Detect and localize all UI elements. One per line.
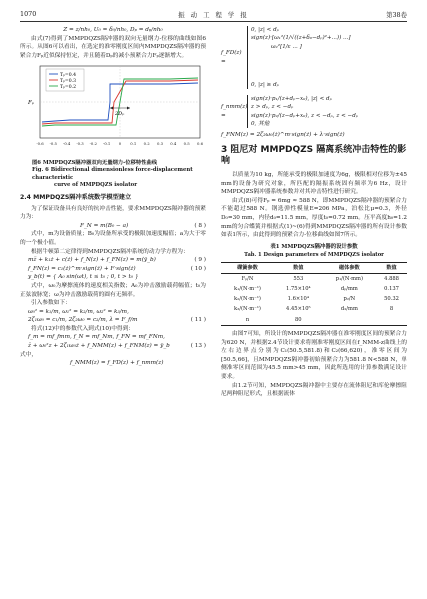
table-cell: Fₚ/N: [241, 275, 254, 282]
paragraph: 式中，: [20, 351, 38, 358]
table-row: [221, 284, 407, 294]
design-parameters-table: [221, 262, 407, 326]
equation-case: ω₂²[1/ε ... ]: [271, 43, 302, 50]
caption-en: Fig. 6 Bidirectional dimensionless force-displacement characteristic: [32, 167, 193, 181]
table-cell: k₂/(N·m⁻¹): [234, 296, 261, 303]
section-heading: 3 阻尼对 MMPDQZS 隔离系统冲击特性的影响: [221, 144, 407, 166]
x-tick: 0.6: [196, 141, 204, 147]
equation: mz̈ + k₁ż + c(ż) + f_N(z) + f_FN(z) = m(ÿ_b): [28, 257, 156, 264]
equation-lhs: f_nmm(z) =: [221, 104, 248, 119]
equation-12b: [20, 342, 206, 351]
right-column: [221, 26, 407, 399]
paragraph: 式中，m为设备质量；B₀为设备所承受的极限加速度幅值；a为大于零的一个极小值。: [20, 231, 206, 246]
table-caption-en: Tab. 1 Design parameters of MMPDQZS isolator: [244, 252, 384, 259]
equation: ω₀² = k₁/m, ω₁² = k₂/m, ω₂² = k₃/m,: [28, 308, 129, 315]
caption-en: curve of MMPDQZS isolator: [54, 182, 138, 189]
figure-6: [20, 62, 206, 190]
y-axis-label: Fₚ: [28, 100, 35, 107]
x-tick: 0.5: [183, 141, 190, 147]
paragraph: 由式(7)得到了MMPDQZS隔冲器的双向无量纲力-位移的曲线如图6所示。从图6可以看出，在选定的准零刚度区间内MMPDQZS隔冲器的预紧合力Fₚ近似保持恒定，并且随着Dₚ的减小预紧合力Fₚ逐渐增大。: [20, 35, 206, 59]
section-heading: 2.4 MMPDQZS隔冲系统数学模型建立: [20, 193, 132, 201]
equation-10b: [20, 273, 206, 282]
caption-cn: 图6 MMPDQZS隔冲器双向无量纲力-位移特性曲线: [32, 159, 158, 166]
equation-case: sign(z)·[ω₁²(1/√((z+δ₀−dₚ)²+...)) ...]: [251, 35, 351, 42]
equation: y_b(t) = { A₀ sin(ωt), t ≤ t₀ ; 0, t > t₀ }: [28, 274, 139, 281]
equation-8: [20, 222, 206, 231]
paragraph: 由1.2节可知，MMPDQZS隔冲器中主要存在流体阻尼和库伦摩擦阻尼两种阻尼形式，且根据流体: [221, 382, 407, 398]
x-tick: -0.2: [89, 141, 97, 147]
table-header: 碟簧参数: [237, 264, 258, 271]
equation: F_N = m(B₀ − a): [80, 222, 129, 229]
table-cell: 80: [295, 316, 302, 323]
equation-10: [20, 265, 206, 274]
equation-case: 0, |z| < dₚ: [251, 27, 279, 33]
page-number: 1070: [20, 10, 37, 18]
paragraph: 根据牛顿第二定律得到MMPDQZS隔冲系统的动力学方程为：: [31, 248, 189, 255]
equation-case: sign(z)·p₂/(z−dₚ+x₀), z < −dₚ, z < −dₚ: [251, 112, 359, 119]
legend-item: Tₚ=0.4: [60, 73, 77, 79]
table-cell: k₁/(N·m⁻¹): [234, 286, 261, 293]
annotation-2dp: 2Dₚ: [115, 111, 125, 118]
table-row: [221, 305, 407, 315]
table-cell: p₂/N: [343, 296, 356, 303]
table-cell: [376, 315, 407, 326]
table-header: 数值: [386, 264, 397, 271]
paragraph: 式中，ω₀为摩擦流体的速度相关指数；A₀为冲击激励载荷幅值；t₀为正弦波脉宽；ω为冲击激励载荷的圆有无频率。: [20, 282, 206, 298]
table-row: [221, 294, 407, 304]
equation-11b: [20, 316, 206, 325]
equation: f_m = mf_fmm, f_N = mf_Nm, f_FN = mf_FNm,: [28, 334, 165, 341]
table-header: 数值: [293, 264, 304, 271]
equation-number: ( 11 ): [190, 317, 206, 324]
paragraph: 由图7可知，所设计的MMPDQZS隔冲器在准零刚度区间的预紧合力为620 N，并根据2.4节设计要求将刚准零刚度区间在f_NMM-z曲线上的左右边界点分别为C₁(50.5,581.8)和C₂(66,620)，准零区间为[50.5,66]，且MMPDQZS隔冲器初始预紧合力为581.8 N<588 N，单侧准零区间范围为45.5 mm>45 mm，因此所选用的计算参数满足设计要求。: [221, 331, 407, 380]
force-displacement-chart: [20, 62, 206, 154]
journal-title: 振 动 工 程 学 报: [178, 11, 249, 19]
table-cell: 4.888: [384, 275, 399, 282]
legend-item: Tₚ=0.3: [60, 79, 77, 85]
equation: f_FNM(z) = 2ζ₂ω₀(ż)^m·sign(ż) + λ·sign(ż): [221, 132, 345, 139]
table-cell: n: [245, 316, 250, 323]
equation-9: [20, 256, 206, 265]
table-cell: dₚ/mm: [340, 286, 358, 293]
paragraph: 将式(12)中的参数代入到式(10)中得到：: [31, 325, 134, 332]
x-tick: 0.3: [156, 141, 164, 147]
table-cell: 1.75×10⁴: [286, 286, 311, 293]
equation-fFD: [221, 26, 407, 89]
x-tick: -0.5: [49, 141, 57, 147]
equation: f_FN(z) = c₁(ż)^m·sign(ż) + F·sign(ż): [28, 265, 136, 272]
paragraph: 由式(8)可得Fₚ = 6mg ≈ 588 N，即MMPDQZS隔冲器的预紧合力不能超过588 N。钢选弹性模量E=206 MPa，泊松比μ=0.3，外径D₀=30 mm，内径d₀=11.5 mm，厚度t₀=0.72 mm。压平高度h₀=1.2 mm的匀合蝶簧并根据式(1)~(6)得到MMPDQZS隔冲器的所有设计参数如表1所示，由此得到的预紧合力-位移曲线如图7所示。: [221, 197, 407, 239]
table-row: [221, 274, 407, 285]
table-cell: k₃/(N·m⁻¹): [234, 306, 261, 313]
table-cell: 1.6×10⁴: [287, 296, 309, 303]
paragraph: 为了保证设备具有良好的抗冲击性能，要求MMPDQZS隔冲器的预紧力为：: [20, 205, 206, 221]
table-1: [221, 243, 407, 326]
figure-caption: [32, 160, 206, 190]
equation-fFNM: [221, 131, 407, 140]
equation-13: [20, 359, 206, 368]
left-column: [20, 26, 206, 368]
table-header-row: [221, 262, 407, 273]
equation-12a: [20, 333, 206, 342]
table-cell: p₁/(N·mm): [335, 275, 363, 282]
equation-case: sign(z)·p₁/(z+dₚ−x₀), |z| < dₚ: [251, 96, 332, 103]
table-header: 磁体参数: [338, 264, 360, 271]
equation-fnmm: [221, 95, 407, 128]
equation-case: 0, 其他: [251, 121, 270, 128]
table-cell: d₂/mm: [340, 306, 358, 313]
x-tick: -0.3: [76, 141, 84, 147]
volume-label: 第38卷: [386, 11, 407, 19]
table-row: [221, 315, 407, 326]
x-tick: -0.6: [36, 141, 44, 147]
x-tick: 0: [118, 141, 122, 147]
equation: f_NMM(z) = f_FD(z) + f_nmm(z): [70, 360, 164, 367]
equation: 2ζ₁ω₀ = c₁/m, 2ζ₂ω₀ = c₂/m, λ = F_f/m: [28, 317, 138, 324]
equation: z̈ + ω₀²z + 2ζ₁ω₀ż + f_NMM(z) + f_FNM(z) = ÿ_b: [28, 343, 170, 350]
equation-number: ( 13 ): [190, 343, 206, 350]
x-tick: 0.1: [130, 141, 137, 147]
legend-item: Tₚ=0.2: [60, 85, 77, 91]
table-cell: 4.45×10⁵: [286, 306, 311, 313]
equation-dimensionless: Z = z/nh₀, U₀ = δ₀/nh₀, Dₚ = dₚ/nh₀: [63, 27, 163, 33]
table-cell: 0.137: [384, 286, 399, 293]
table-cell: 8: [389, 306, 394, 313]
equation-11a: [20, 308, 206, 317]
table-cell: [323, 315, 377, 326]
table-cell: 553: [293, 275, 304, 282]
equation-case: z > dₚ, z < −dₚ: [251, 104, 294, 111]
paragraph: 以质量为10 kg，所能承受的极限加速度为6g，极限相对位移为±45 mm的设备为研究对象，所匹配的隔振系统固有频率为6 Hz，设计MMPDQZS隔冲器系统参数并对其冲击特性进行研究。: [221, 171, 407, 196]
x-tick: 0.2: [143, 141, 150, 147]
x-tick: 0.4: [170, 141, 177, 147]
equation-number: ( 8 ): [194, 222, 206, 229]
x-tick: -0.4: [63, 141, 71, 147]
equation-case: 0, |z| ≥ dₚ: [251, 81, 279, 88]
equation-number: ( 9 ): [194, 257, 206, 264]
equation-lhs: f_FD(z) =: [221, 50, 242, 65]
table-caption-cn: 表1 MMPDQZS隔冲器的设计参数: [270, 243, 358, 250]
table-cell: 50.32: [384, 296, 399, 303]
page-header: [20, 8, 407, 22]
equation-number: ( 10 ): [190, 265, 206, 272]
x-tick: -0.1: [103, 141, 111, 147]
paragraph: 引入参数如下：: [31, 300, 71, 307]
